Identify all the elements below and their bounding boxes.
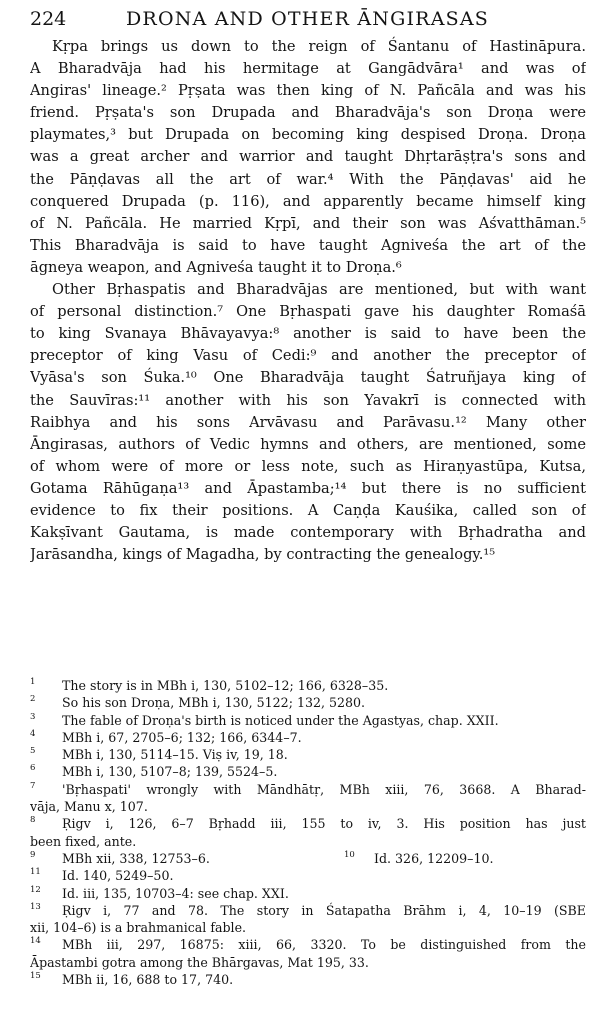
- footnote-number: 4: [30, 728, 36, 739]
- footnote-number: 5: [30, 746, 36, 757]
- footnote-text: MBh iii, 297, 16875: xiii, 66, 3320. To be distinguished from the: [62, 937, 586, 953]
- footnote-text: MBh xii, 338, 12753–6.: [62, 850, 210, 866]
- footnote-text: Id. 140, 5249–50.: [62, 868, 174, 884]
- footnote-text: MBh ii, 16, 688 to 17, 740.: [62, 972, 234, 988]
- footnote-number: 6: [30, 763, 36, 774]
- body-line: Kṛpa brings us down to the reign of Śantanu of Hastināpura.: [52, 38, 586, 55]
- footnote-text: So his son Droṇa, MBh i, 130, 5122; 132, 5280.: [62, 695, 366, 711]
- footnote: [30, 677, 586, 694]
- body-line: āgneya weapon, and Agniveśa taught it to Droṇa.⁶: [30, 258, 402, 276]
- footnote-number: 8: [30, 815, 36, 826]
- footnote: [30, 781, 586, 798]
- body-line: was a great archer and warrior and taught Dhṛtarāṣṭra's sons and: [30, 148, 586, 166]
- body-line: of personal distinction.⁷ One Bṛhaspati gave his daughter Romaśā: [30, 303, 586, 321]
- footnote-number: 7: [30, 780, 36, 791]
- footnote: [30, 694, 586, 711]
- footnote-number: 3: [30, 711, 36, 722]
- footnote: [30, 885, 586, 902]
- body-line: Gotama Rāhūgaṇa¹³ and Āpastamba;¹⁴ but there is no sufficient: [30, 479, 586, 497]
- running-title: DRONA AND OTHER ĀNGIRASAS: [126, 8, 489, 30]
- body-line: the Pāṇḍavas all the art of war.⁴ With the Pāṇḍavas' aid he: [30, 170, 586, 188]
- footnote-text: Ṛigv i, 126, 6–7 Bṛhadd iii, 155 to iv, 3. His position has just: [62, 816, 586, 832]
- footnote-number: 13: [30, 901, 41, 912]
- body-line: Jarāsandha, kings of Magadha, by contracting the genealogy.¹⁵: [30, 546, 496, 564]
- footnote-text: Id. 326, 12209–10.: [374, 850, 494, 866]
- footnote-continuation: been fixed, ante.: [30, 833, 137, 849]
- body-line: conquered Drupada (p. 116), and apparently became himself king: [30, 192, 586, 210]
- footnote-number: 1: [30, 677, 36, 687]
- footnote: [30, 746, 586, 763]
- body-line: Angiras' lineage.² Pṛṣata was then king of N. Pañcāla and was his: [30, 82, 586, 100]
- footnote-number: 15: [30, 971, 41, 982]
- footnote: [30, 850, 586, 867]
- body-line: Other Bṛhaspatis and Bharadvājas are mentioned, but with want: [52, 281, 586, 299]
- footnote-continuation: vāja, Manu x, 107.: [30, 799, 148, 815]
- footnote-continuation: Āpastambi gotra among the Bhārgavas, Mat 195, 33.: [30, 954, 369, 970]
- body-line: Vyāsa's son Śuka.¹⁰ One Bharadvāja taught Śatruñjaya king of: [30, 369, 586, 387]
- footnotes: [30, 677, 586, 988]
- footnote-number: 9: [30, 849, 36, 860]
- footnote-text: 'Bṛhaspati' wrongly with Māndhātṛ, MBh xiii, 76, 3668. A Bharad-: [62, 781, 586, 797]
- body-line: of N. Pañcāla. He married Kṛpī, and their son was Aśvatthāman.⁵: [30, 214, 586, 232]
- body-line: to king Svanaya Bhāvayavya:⁸ another is said to have been the: [30, 325, 586, 343]
- footnote-continuation: xii, 104–6) is a brahmanical fable.: [30, 920, 247, 936]
- body-line: the Sauvīras:¹¹ another with his son Yavakrī is connected with: [30, 391, 586, 409]
- body-line: friend. Pṛṣata's son Drupada and Bharadvāja's son Droṇa were: [30, 104, 586, 122]
- body-text: [30, 36, 586, 566]
- footnote-number: 10: [344, 849, 355, 860]
- body-line: Āngirasas, authors of Vedic hymns and others, are mentioned, some: [30, 435, 586, 453]
- footnote: [30, 902, 586, 919]
- body-line: playmates,³ but Drupada on becoming king despised Droṇa. Droṇa: [30, 126, 586, 144]
- footnote-text: Id. iii, 135, 10703–4: see chap. XXI.: [62, 885, 289, 901]
- footnote-text: The fable of Droṇa's birth is noticed under the Agastyas, chap. XXII.: [62, 712, 499, 728]
- body-line: Raibhya and his sons Arvāvasu and Parāvasu.¹² Many other: [30, 413, 586, 431]
- footnote: [30, 815, 586, 832]
- footnote-number: 14: [30, 936, 41, 947]
- body-line: preceptor of king Vasu of Cedi:⁹ and another the preceptor of: [30, 347, 586, 365]
- body-line: of whom were of more or less note, such as Hiraṇyastūpa, Kutsa,: [30, 457, 586, 475]
- footnote: [30, 936, 586, 953]
- footnote-text: MBh i, 67, 2705–6; 132; 166, 6344–7.: [62, 729, 302, 745]
- footnote-text: The story is in MBh i, 130, 5102–12; 166, 6328–35.: [62, 678, 389, 693]
- footnote: [30, 867, 586, 884]
- footnote-right: [344, 849, 494, 867]
- footnote: [30, 763, 586, 780]
- footnote-text: MBh i, 130, 5107–8; 139, 5524–5.: [62, 764, 278, 780]
- body-line: evidence to fix their positions. A Caṇḍa Kauśika, called son of: [30, 501, 586, 519]
- footnote: [30, 712, 586, 729]
- footnote-number: 12: [30, 884, 41, 895]
- footnote-text: MBh i, 130, 5114–15. Viṣ iv, 19, 18.: [62, 747, 288, 763]
- footnote: [30, 729, 586, 746]
- page-header: [30, 6, 580, 32]
- page-number: 224: [30, 8, 67, 30]
- footnote-text: Ṛigv i, 77 and 78. The story in Śatapatha Brāhm i, 4, 10–19 (SBE: [62, 902, 586, 918]
- body-line: Kakṣīvant Gautama, is made contemporary with Bṛhadratha and: [30, 524, 586, 542]
- body-line: This Bharadvāja is said to have taught Agniveśa the art of the: [30, 236, 586, 254]
- footnote: [30, 971, 586, 988]
- body-line: A Bharadvāja had his hermitage at Gangādvāra¹ and was of: [30, 60, 586, 78]
- footnote-number: 11: [30, 867, 41, 878]
- footnote-number: 2: [30, 694, 36, 705]
